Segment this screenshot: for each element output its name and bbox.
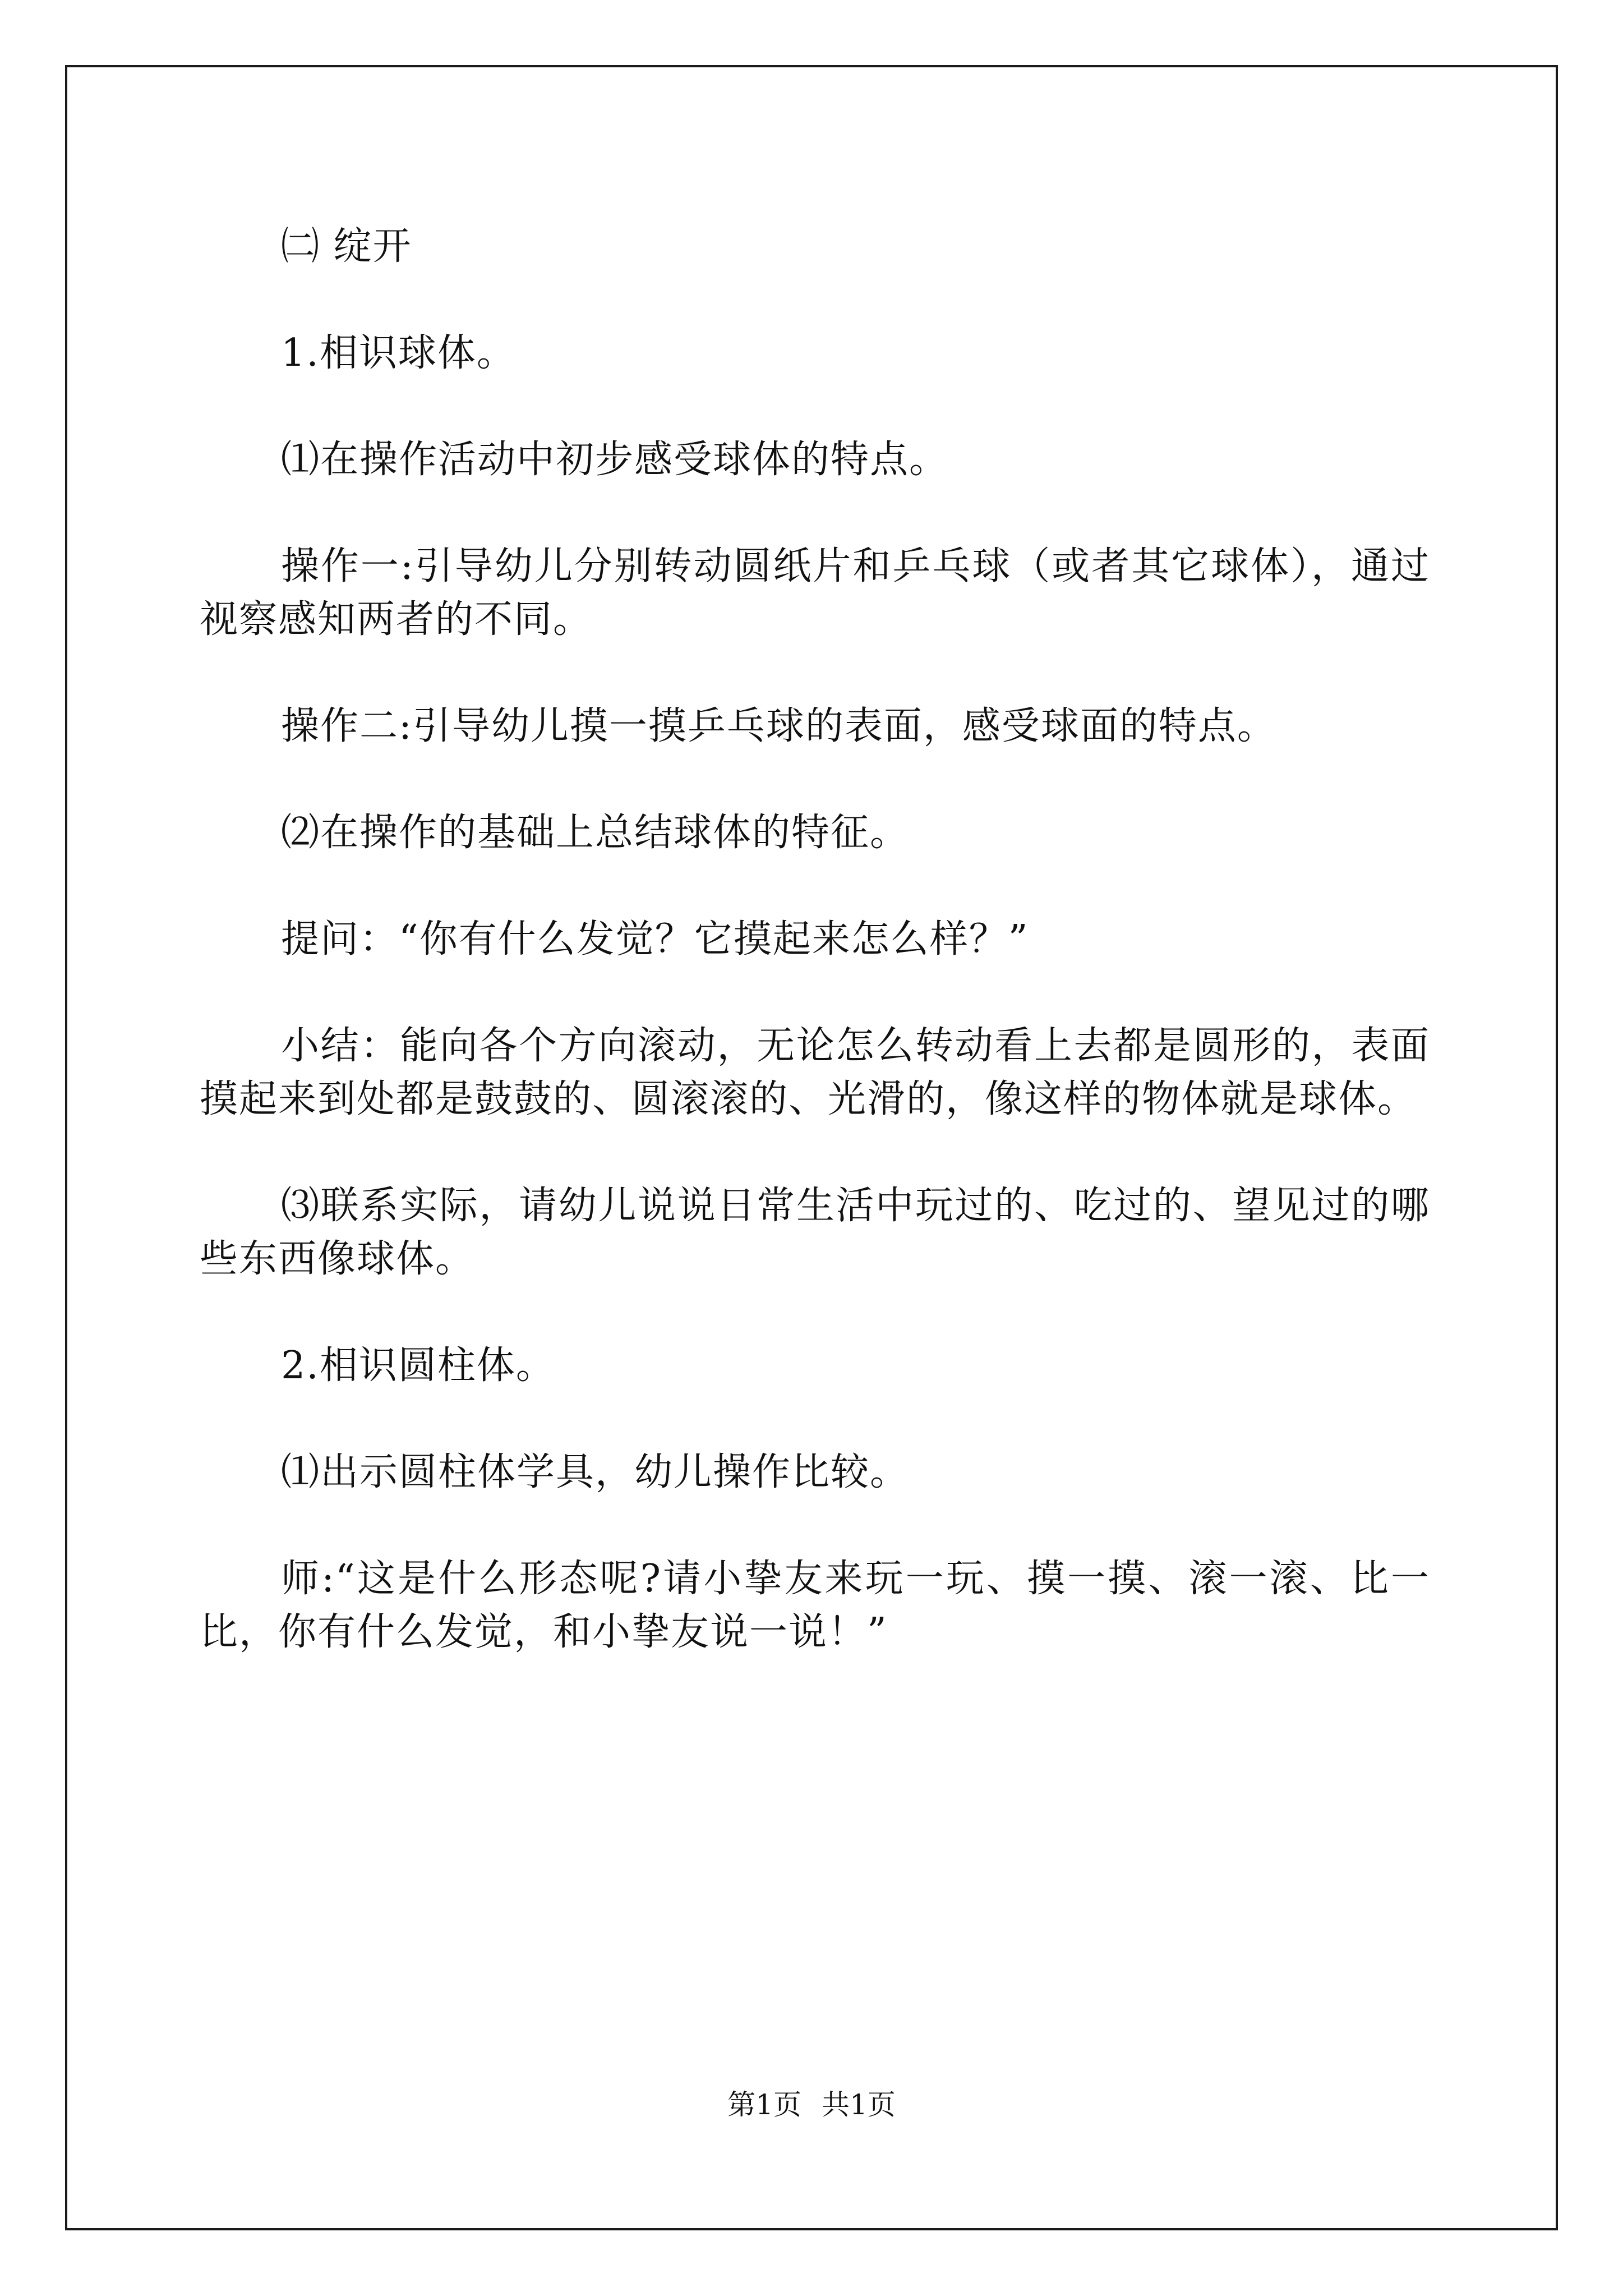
page-number-current: 第1页 [727,2088,801,2121]
page-number-total: 共1页 [822,2088,896,2121]
paragraph-sphere-heading: 1.相识球体。 [281,331,516,375]
document-body [200,220,1430,1712]
page-footer [0,2088,1623,2122]
paragraph-question: 提问：“你有什么发觉？它摸起来怎么样？” [281,917,1029,961]
paragraph-section-heading: ㈡ 绽开 [281,224,412,269]
paragraph-cylinder-heading: 2.相识圆柱体。 [281,1343,555,1388]
paragraph-sphere-step-1: ⑴在操作活动中初步感受球体的特点。 [281,438,949,482]
paragraph-operation-1: 操作一:引导幼儿分别转动圆纸片和乒乓球（或者其它球体），通过视察感知两者的不同。 [200,544,1430,642]
paragraph-sphere-step-2: ⑵在操作的基础上总结球体的特征。 [281,811,910,855]
paragraph-summary: 小结：能向各个方向滚动，无论怎么转动看上去都是圆形的，表面摸起来到处都是鼓鼓的、圆滚滚的、光滑的，像这样的物体就是球体。 [200,1024,1430,1121]
paragraph-sphere-step-3: ⑶联系实际，请幼儿说说日常生活中玩过的、吃过的、望见过的哪些东西像球体。 [200,1184,1430,1281]
paragraph-teacher-prompt: 师:“这是什么形态呢?请小挚友来玩一玩、摸一摸、滚一滚、比一比，你有什么发觉，和小挚友说一说！” [200,1557,1430,1654]
paragraph-cylinder-step-1: ⑴出示圆柱体学具，幼儿操作比较。 [281,1450,910,1494]
paragraph-operation-2: 操作二:引导幼儿摸一摸乒乓球的表面，感受球面的特点。 [281,704,1276,748]
